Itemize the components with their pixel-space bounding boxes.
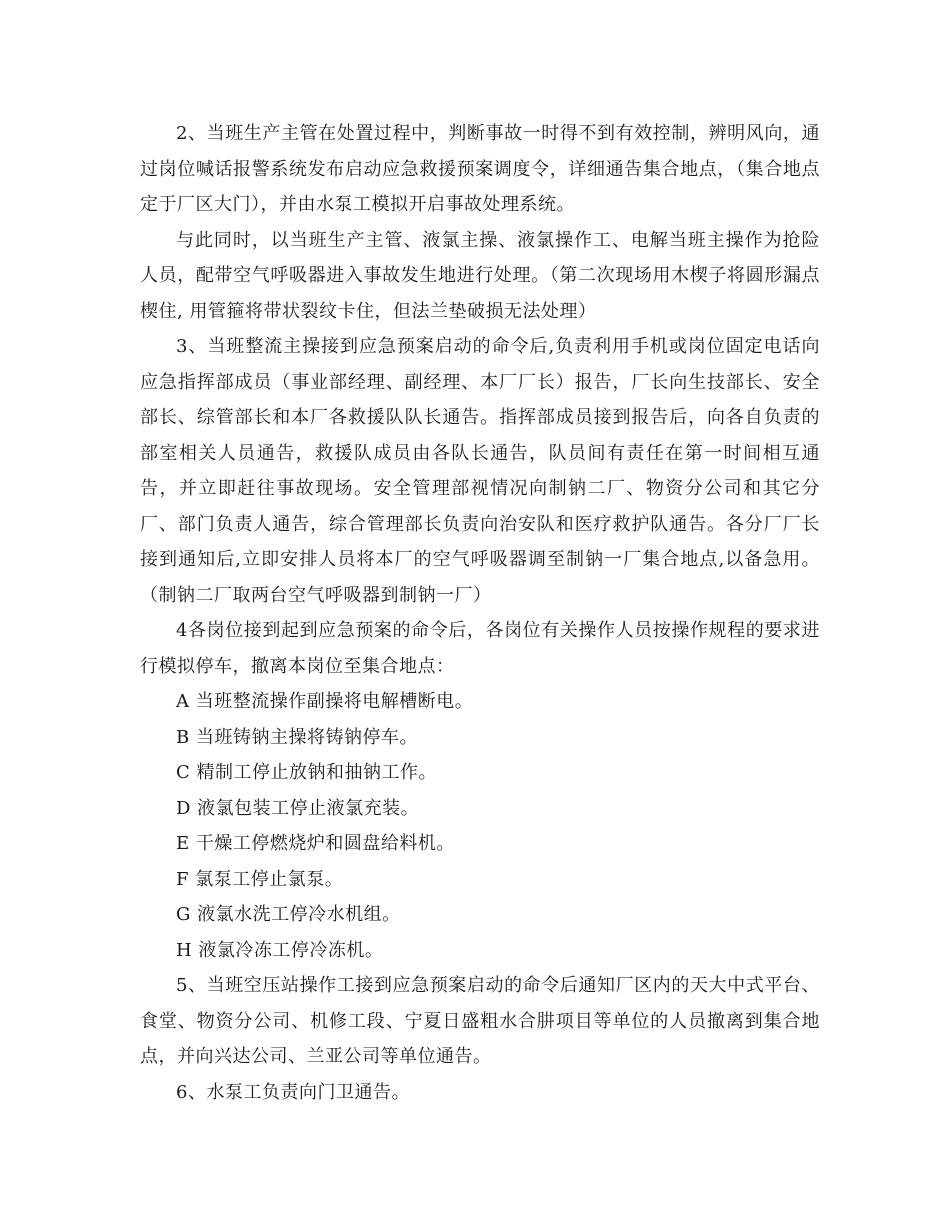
list-item-c: C 精制工停止放钠和抽钠工作。 (176, 762, 437, 783)
paragraph-step-3: 3、当班整流主操接到应急预案启动的命令后,负责利用手机或岗位固定电话向应急指挥部成员（事业部经理、副经理、本厂厂长）报告，厂长向生技部长、安全部长、综管部长和本厂各救援队队长通告。指挥部成员接到报告后，向各自负责的部室相关人员通告，救援队成员由各队长通告，队员间有责任在第一时间相互通告，并立即赶往事故现场。安全管理部视情况向制钠二厂、物资分公司和其它分厂、部门负责人通告，综合管理部长负责向治安队和医疗救护队通告。各分厂厂长接到通知后,立即安排人员将本厂的空气呼吸器调至制钠一厂集合地点,以备急用。（制钠二厂取两台空气呼吸器到制钠一厂） (140, 336, 820, 606)
paragraph-step-6: 6、水泵工负责向门卫通告。 (176, 1081, 410, 1103)
list-item-b: B 当班铸钠主操将铸钠停车。 (176, 726, 418, 748)
paragraph-step-5: 5、当班空压站操作工接到应急预案启动的命令后通知厂区内的天大中式平台、食堂、物资分公司、机修工段、宁夏日盛粗水合肼项目等单位的人员撤离到集合地点，并向兴达公司、兰亚公司等单位通告。 (140, 975, 820, 1067)
paragraph-step-4: 4各岗位接到起到应急预案的命令后，各岗位有关操作人员按操作规程的要求进行模拟停车，撤离本岗位至集合地点： (140, 620, 820, 677)
paragraph-rescue-team: 与此同时，以当班生产主管、液氯主操、液氯操作工、电解当班主操作为抢险人员，配带空气呼吸器进入事故发生地进行处理。（第二次现场用木楔子将圆形漏点楔住, 用管箍将带状裂纹卡住，但法兰垫破损无法处理） (140, 229, 820, 322)
list-item-f: F 氯泵工停止氯泵。 (176, 868, 344, 890)
list-item-d: D 液氯包装工停止液氯充装。 (176, 797, 420, 819)
document-body (140, 116, 820, 1110)
list-item-h: H 液氯冷冻工停冷冻机。 (176, 939, 384, 961)
list-item-e: E 干燥工停燃烧炉和圆盘给料机。 (176, 833, 455, 854)
list-item-g: G 液氯水洗工停冷水机组。 (176, 904, 401, 925)
paragraph-step-2: 2、当班生产主管在处置过程中，判断事故一时得不到有效控制，辨明风向，通过岗位喊话报警系统发布启动应急救援预案调度令，详细通告集合地点，（集合地点定于厂区大门），并由水泵工模拟开启事故处理系统。 (140, 123, 820, 215)
list-item-a: A 当班整流操作副操将电解槽断电。 (176, 691, 474, 712)
